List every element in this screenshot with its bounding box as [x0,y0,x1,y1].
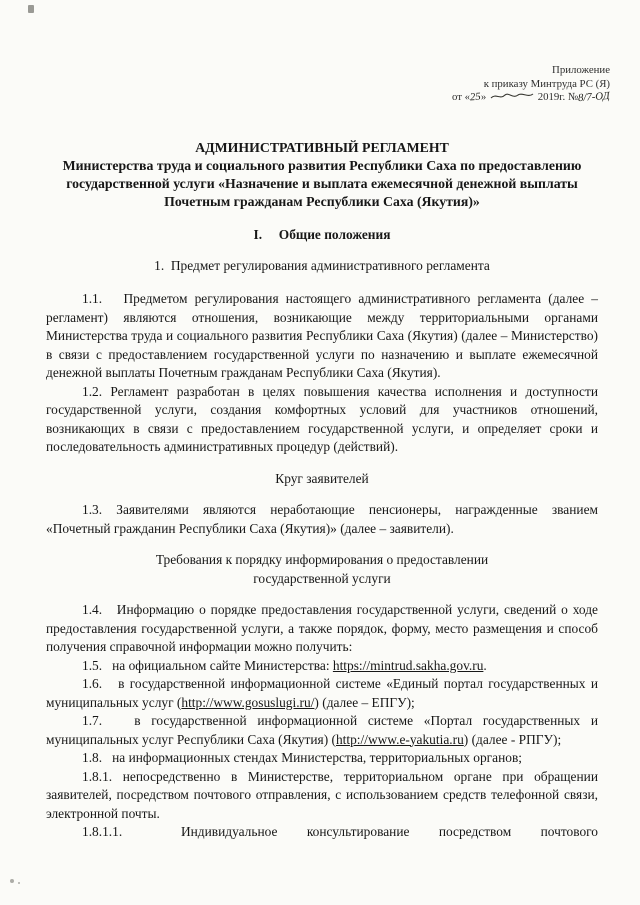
title-line-1: АДМИНИСТРАТИВНЫЙ РЕГЛАМЕНТ [195,140,449,155]
paragraph-1-1: 1.1. Предметом регулирования настоящего административного регламента (далее – регламент) являются отношения, возникающие между территориальными органами Министерства труда и социального развития Республики Саха (Якутия) (далее – Министерство) в связи с предоставлением государственной услуги по назначению и выплате ежемесячной денежной выплаты Почетным гражданам Республики Саха (Якутия). [46,291,598,380]
scan-artifact-top-left [28,5,34,13]
annotation-line-2: к приказу Минтруда РС (Я) [483,77,610,90]
handwritten-month-scribble [490,91,534,101]
paragraph-1-3: 1.3. Заявителями являются неработающие пенсионеры, награжденные званием «Почетный гражданин Республики Саха (Якутия)» (далее – заявители). [46,502,598,536]
paragraph-1-6 [46,675,598,712]
paragraph-1-8: 1.8. на информационных стендах Министерства, территориальных органов; [82,750,523,765]
heading-information-requirements: Требования к порядку информирования о предоставлении государственной услуги [155,552,489,586]
paragraph-1-8-1: 1.8.1. непосредственно в Министерстве, территориальном органе при обращении заявителей, посредством почтового отправления, с использованием средств телефонной связи, электронной почты. [46,768,598,821]
paragraph-1-5 [46,657,598,676]
paragraph-1-7 [46,712,598,749]
document-body [46,139,598,842]
annotation-year: 2019г. № [537,91,579,103]
annotation-date-close: » [480,91,487,103]
scan-artifact-bottom-left [10,879,14,883]
paragraph-1-5-text: 1.5. на официальном сайте Министерства: [82,657,333,673]
annotation-line-3 [452,91,610,105]
section-heading-general: I. Общие положения [253,227,391,242]
header-annotation [452,64,610,105]
document-title [46,139,598,211]
paragraph-1-8-1-1: 1.8.1.1. Индивидуальное консультирование посредством почтового [82,824,598,839]
subsection-heading-subject: 1. Предмет регулирования административного регламента [154,257,490,273]
heading-applicants: Круг заявителей [275,470,369,486]
paragraph-1-4: 1.4. Информацию о порядке предоставления государственной услуги, сведений о ходе предоставления государственной услуги, а также порядок, форму, место размещения и способ получения справочной информации можно получить: [46,602,598,654]
handwritten-day: 25 [469,90,482,104]
paragraph-1-2: 1.2. Регламент разработан в целях повышения качества исполнения и доступности государственной услуги, создания комфортных условий для участников отношений, возникающих в связи с предоставлением государственной услуги, и определяет сроки и последовательность административных процедур (действий). [46,383,598,454]
link-e-yakutia[interactable]: http://www.e-yakutia.ru [335,731,464,747]
paragraph-1-6-text: 1.6. в государственной информационной системе «Единый портал государственных и муниципальных услуг ( [46,676,598,710]
title-rest: Министерства труда и социального развития Республики Саха по предоставлению государственной услуги «Назначение и выплата ежемесячной денежной выплаты Почетным гражданам Республики Саха (Якутия)» [62,158,582,209]
handwritten-order-number: 8/7-ОД [577,89,611,105]
paragraph-1-7-text: 1.7. в государственной информационной системе «Портал государственных и муниципальных услуг Республики Саха (Якутия) ( [46,713,598,747]
paragraph-1-7-end: ) (далее - РПГУ); [463,731,562,747]
paragraph-1-6-end: ) (далее – ЕПГУ); [314,694,415,710]
annotation-date-prefix: от « [452,91,471,103]
link-gosuslugi[interactable]: http://www.gosuslugi.ru/ [181,694,315,710]
annotation-line-1: Приложение [552,64,610,76]
paragraph-1-5-end: . [483,657,487,673]
link-mintrud-site[interactable]: https://mintrud.sakha.gov.ru [332,657,484,673]
